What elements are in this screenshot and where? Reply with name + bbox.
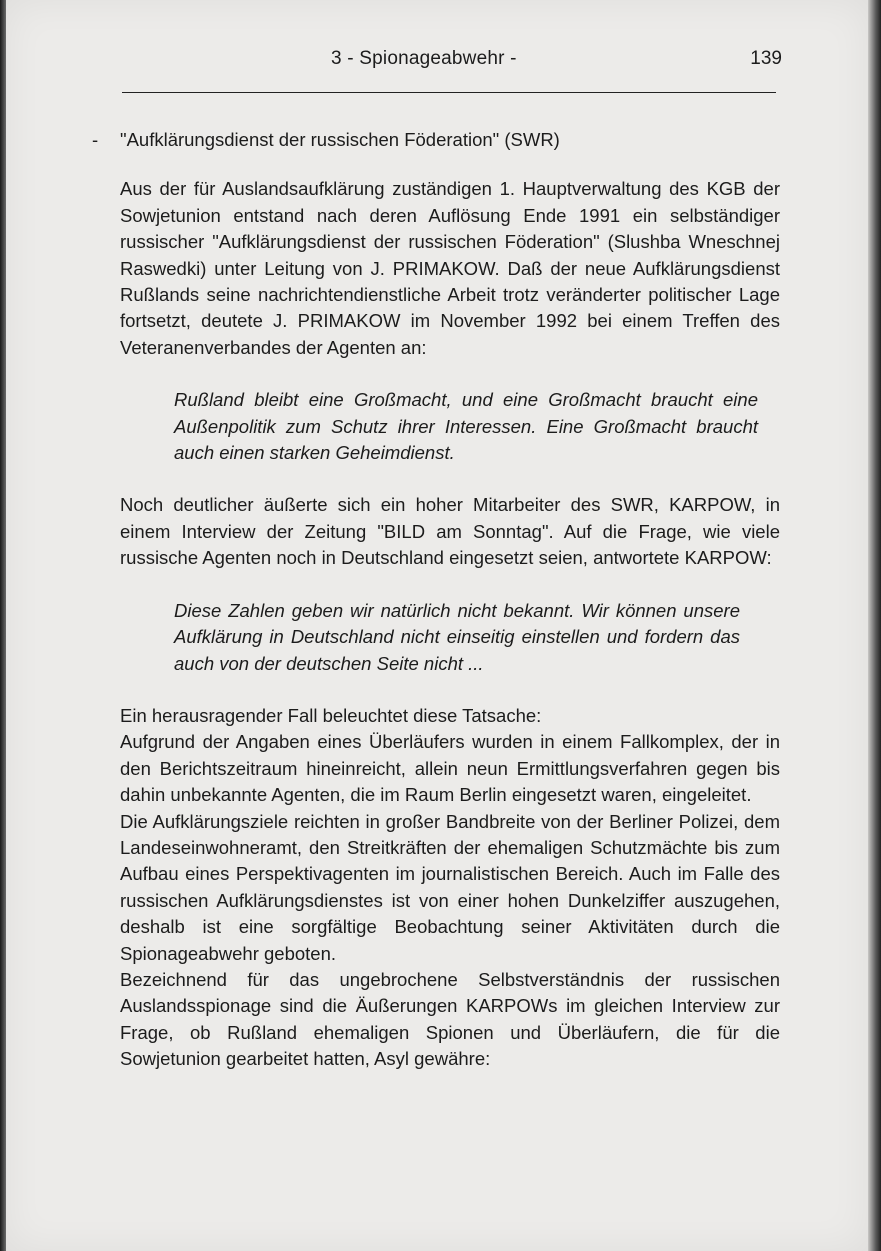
running-head: 3 - Spionageabwehr - — [331, 48, 517, 69]
body-text — [120, 127, 780, 1073]
page-number: 139 — [750, 48, 782, 69]
page-header — [126, 48, 782, 84]
spacer — [120, 361, 780, 387]
paragraph-targets: Die Aufklärungsziele reichten in großer Bandbreite von der Berliner Polizei, dem Landeseinwohneramt, den Streitkräften der ehemaligen Schutzmächte bis zum Aufbau eines Perspektivagenten im journalistischen Bereich. Auch im Falle des russischen Aufklärungsdienstes ist von einer hohen Dunkelziffer auszugehen, deshalb ist eine sorgfältige Beobachtung seiner Aktivitäten durch die Spionageabwehr geboten. — [120, 810, 780, 964]
spacer — [120, 677, 780, 703]
spacer — [120, 572, 780, 598]
paragraph-asylum: Bezeichnend für das ungebrochene Selbstverständnis der russischen Auslandsspionage sind die Äußerungen KARPOWs im gleichen Interview zur Frage, ob Rußland ehemaligen Spionen und Überläufern, die für die Sowjetunion gearbeitet hatten, Asyl gewähre: — [120, 968, 780, 1070]
list-dash: - — [92, 129, 99, 150]
quote-karpow: Diese Zahlen geben wir natürlich nicht bekannt. Wir können unsere Aufklärung in Deutschland nicht einseitig einstellen und fordern das auch von der deutschen Seite nicht ... — [174, 599, 740, 674]
quote-primakow: Rußland bleibt eine Großmacht, und eine Großmacht braucht eine Außenpolitik zum Schutz ihrer Interessen. Eine Großmacht braucht auch einen starken Geheimdienst. — [174, 389, 758, 464]
page-left-edge — [0, 0, 6, 1251]
section-title: "Aufklärungsdienst der russischen Föderation" (SWR) — [120, 129, 560, 150]
spacer — [120, 466, 780, 492]
page-right-edge — [868, 0, 881, 1251]
paragraph-defector: Aufgrund der Angaben eines Überläufers wurden in einem Fallkomplex, der in den Berichtszeitraum hineinreicht, allein neun Ermittlungsverfahren gegen bis dahin unbekannte Agenten, die im Raum Berlin eingesetzt waren, eingeleitet. — [120, 731, 780, 806]
paragraph-karpow: Noch deutlicher äußerte sich ein hoher Mitarbeiter des SWR, KARPOW, in einem Interview der Zeitung "BILD am Sonntag". Auf die Frage, wie viele russische Agenten noch in Deutschland eingesetzt seien, antwortete KARPOW: — [120, 494, 780, 569]
paragraph-intro: Aus der für Auslandsaufklärung zuständigen 1. Hauptverwaltung des KGB der Sowjetunion entstand nach deren Auflösung Ende 1991 ein selbständiger russischer "Aufklärungsdienst der russischen Föderation" (Slushba Wneschnej Raswedki) unter Leitung von J. PRIMAKOW. Daß der neue Aufklärungsdienst Rußlands seine nachrichtendienstliche Arbeit trotz veränderter politischer Lage fortsetzt, deutete J. PRIMAKOW im November 1992 bei einem Treffen des Veteranenverbandes der Agenten an: — [120, 178, 780, 358]
paragraph-case-intro: Ein herausragender Fall beleuchtet diese Tatsache: — [120, 704, 542, 726]
header-rule — [122, 92, 776, 93]
